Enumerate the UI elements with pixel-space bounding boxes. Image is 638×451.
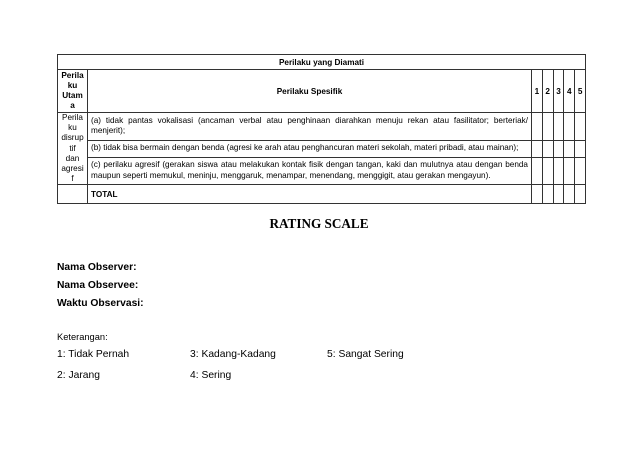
legend-item-3: 3: Kadang-Kadang xyxy=(190,349,276,360)
col-header-perilaku-spesifik: Perilaku Spesifik xyxy=(88,70,532,113)
behavior-c: (c) perilaku agresif (gerakan siswa atau melakukan kontak fisik dengan tangan, kaki dan mulutnya atau dengan benda maupun seperti memukul, meninju, menggaruk, menampar, menendang, menggigit, atau gerakan mengayun). xyxy=(88,157,532,185)
col-header-line: Perila xyxy=(61,71,84,80)
col-header-perilaku-utama xyxy=(58,70,88,113)
score-cell-a-2[interactable] xyxy=(542,113,553,141)
perilaku-utama-line: agresi xyxy=(61,164,84,174)
score-cell-c-5[interactable] xyxy=(575,157,586,185)
score-cell-b-3[interactable] xyxy=(553,140,564,157)
total-cell-2[interactable] xyxy=(542,185,553,204)
perilaku-utama-line: ku xyxy=(68,123,77,133)
score-cell-b-1[interactable] xyxy=(532,140,543,157)
score-cell-a-1[interactable] xyxy=(532,113,543,141)
score-cell-a-5[interactable] xyxy=(575,113,586,141)
total-cell-4[interactable] xyxy=(564,185,575,204)
total-cell-5[interactable] xyxy=(575,185,586,204)
score-cell-c-4[interactable] xyxy=(564,157,575,185)
behavior-b: (b) tidak bisa bermain dengan benda (agresi ke arah atau penghancuran materi sekolah, materi pribadi, atau mainan); xyxy=(88,140,532,157)
score-cell-b-4[interactable] xyxy=(564,140,575,157)
keterangan-label: Keterangan: xyxy=(57,332,108,342)
perilaku-utama-line: f xyxy=(71,174,74,184)
page-title: RATING SCALE xyxy=(269,216,369,231)
col-header-line: Utam xyxy=(62,91,83,100)
perilaku-utama-cell xyxy=(58,113,88,185)
perilaku-utama-line: tif xyxy=(69,143,76,153)
col-header-line: a xyxy=(70,101,75,110)
score-cell-b-5[interactable] xyxy=(575,140,586,157)
behavior-a: (a) tidak pantas vokalisasi (ancaman verbal atau penghinaan diarahkan menuju rekan atau fasilitator; berteriak/ menjerit); xyxy=(88,113,532,141)
total-cell-3[interactable] xyxy=(553,185,564,204)
legend-item-5: 5: Sangat Sering xyxy=(327,349,404,360)
score-cell-c-2[interactable] xyxy=(542,157,553,185)
score-cell-c-1[interactable] xyxy=(532,157,543,185)
perilaku-utama-line: Perila xyxy=(62,113,83,122)
legend-item-1: 1: Tidak Pernah xyxy=(57,349,130,360)
observer-label: Nama Observer: xyxy=(57,262,137,273)
col-header-line: ku xyxy=(67,81,78,90)
score-cell-a-4[interactable] xyxy=(564,113,575,141)
observee-label: Nama Observee: xyxy=(57,280,139,291)
waktu-observasi-label: Waktu Observasi: xyxy=(57,298,144,309)
total-cell-1[interactable] xyxy=(532,185,543,204)
legend-item-2: 2: Jarang xyxy=(57,370,100,381)
legend-item-4: 4: Sering xyxy=(190,370,232,381)
score-header-3: 3 xyxy=(553,70,564,113)
score-header-1: 1 xyxy=(532,70,543,113)
table-header-main: Perilaku yang Diamati xyxy=(58,55,586,70)
score-header-4: 4 xyxy=(564,70,575,113)
perilaku-utama-line: disrup xyxy=(61,133,84,143)
score-cell-c-3[interactable] xyxy=(553,157,564,185)
score-header-2: 2 xyxy=(542,70,553,113)
total-label: TOTAL xyxy=(88,185,532,204)
perilaku-utama-line: dan xyxy=(65,153,80,163)
score-header-5: 5 xyxy=(575,70,586,113)
rating-table xyxy=(57,54,586,204)
score-cell-b-2[interactable] xyxy=(542,140,553,157)
score-cell-a-3[interactable] xyxy=(553,113,564,141)
total-empty-cell xyxy=(58,185,88,204)
